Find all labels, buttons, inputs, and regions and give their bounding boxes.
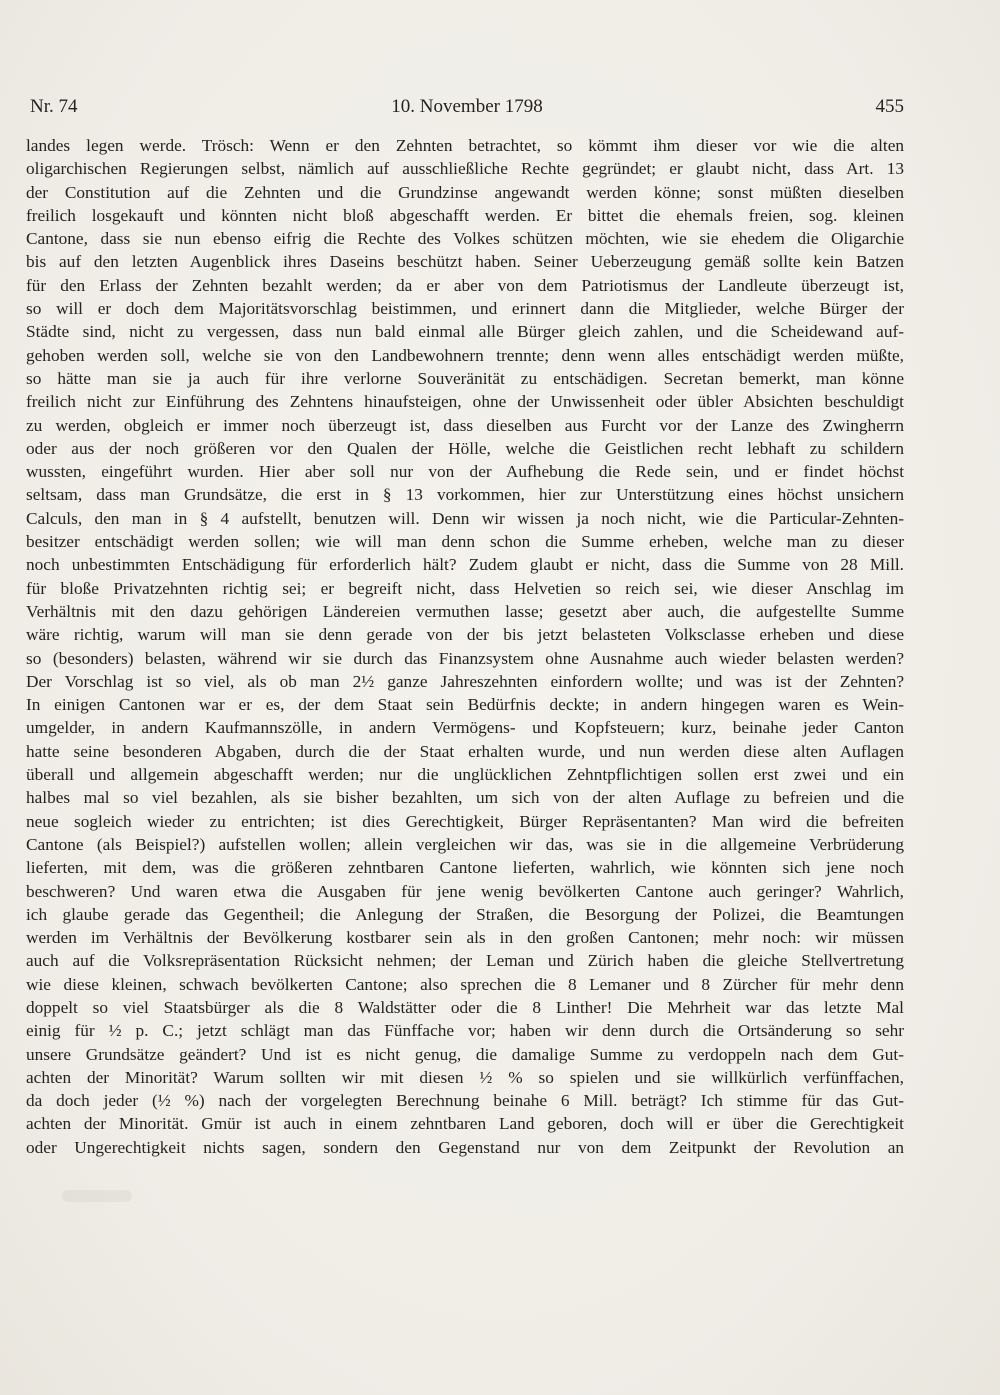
text-line: umgelder, in andern Kaufmannszölle, in andern Vermögens- und Kopfsteuern; kurz, beinahe jeder Canton [26, 718, 904, 738]
text-line: der Constitution auf die Zehnten und die Grundzinse angewandt werden könne; sonst müßten dieselben [26, 182, 904, 202]
text-line: landes legen werde. Trösch: Wenn er den Zehnten betrachtet, so kömmt ihm dieser vor wie die alten [26, 136, 904, 155]
text-line: für den Erlass der Zehnten bezahlt werden; da er aber von dem Patriotismus der Landleute überzeugt ist, [26, 275, 904, 295]
text-line: neue sogleich wieder zu entrichten; ist dies Gerechtigkeit, Bürger Repräsentanten? Man wird die befreiten [26, 811, 904, 831]
text-line: so will er doch dem Majoritätsvorschlag beistimmen, und erinnert dann die Mitglieder, welche Bürger der [26, 299, 904, 319]
text-line: unsere Grundsätze geändert? Und ist es nicht genug, die damalige Summe zu verdoppeln nach dem Gut- [26, 1044, 904, 1064]
text-line: überall und allgemein abgeschafft werden; nur die unglücklichen Zehntpflichtigen sollen erst zwei und ein [26, 765, 904, 785]
page-smudge [62, 1190, 132, 1202]
text-line: oligarchischen Regierungen selbst, nämlich auf ausschließliche Rechte gegründet; er glaubt nicht, dass Art. 13 [26, 159, 904, 179]
text-line: freilich losgekauft und könnten nicht bloß abgeschafft werden. Er bittet die ehemals freien, sog. kleinen [26, 205, 904, 225]
text-line: Calculs, den man in § 4 aufstellt, benutzen will. Denn wir wissen ja noch nicht, wie die Particular-Zehnten- [26, 508, 904, 528]
text-line: so (besonders) belasten, während wir sie durch das Finanzsystem ohne Ausnahme auch wieder belasten werden? [26, 648, 904, 668]
text-line: freilich nicht zur Einführung des Zehntens hinaufsteigen, ohne der Unwissenheit oder übler Absichten beschuldigt [26, 392, 904, 412]
text-line: oder Ungerechtigkeit nichts sagen, sondern den Gegenstand nur von dem Zeitpunkt der Revolution an [26, 1137, 904, 1157]
text-line: Cantone, dass sie nun ebenso eifrig die Rechte des Volkes schützen möchten, wie sie ehedem die Oligarchie [26, 229, 904, 249]
text-line: Cantone (als Beispiel?) aufstellen wollen; allein vergleichen wir das, was sie in die allgemeine Verbrüderung [26, 834, 904, 854]
text-line: wussten, eingeführt wurden. Hier aber soll nur von der Aufhebung die Rede sein, und er findet höchst [26, 462, 904, 482]
text-line: seltsam, dass man Grundsätze, die erst in § 13 vorkommen, hier zur Unterstützung eines höchst unsichern [26, 485, 904, 505]
text-line: In einigen Cantonen war er es, der dem Staat sein Bedürfnis deckte; in andern hingegen waren es Wein- [26, 695, 904, 715]
header-date: 10. November 1798 [391, 96, 543, 117]
text-line: wie diese kleinen, schwach bevölkerten Cantone; also sprechen die 8 Lemaner und 8 Zürcher für mehr denn [26, 974, 904, 994]
text-line: achten der Minorität? Warum sollten wir mit diesen ½ % so spielen und sie willkürlich verfünffachen, [26, 1067, 904, 1087]
page-header [30, 96, 904, 124]
text-line: zu werden, obgleich er immer noch überzeugt ist, dass dieselben aus Furcht vor der Lanze des Zwingherrn [26, 415, 904, 435]
text-line: noch unbestimmten Entschädigung für erforderlich hält? Zudem glaubt er nicht, dass die Summe von 28 Mill. [26, 555, 904, 575]
text-line: ich glaube gerade das Gegentheil; die Anlegung der Straßen, die Besorgung der Polizei, die Beamtungen [26, 904, 904, 924]
text-line: Der Vorschlag ist so viel, als ob man 2½ ganze Jahreszehnten einfordern wollte; und was ist der Zehnten? [26, 671, 904, 691]
text-line: oder aus der noch größeren vor den Qualen der Hölle, welche die Geistlichen recht lebhaft zu schildern [26, 438, 904, 458]
text-line: lieferten, mit dem, was die größeren zehntbaren Cantone lieferten, wahrlich, wie könnten sich jene noch [26, 858, 904, 878]
text-line: auch auf die Volksrepräsentation Rücksicht nehmen; der Leman und Zürich haben die gleiche Stellvertretung [26, 951, 904, 971]
text-line: Städte sind, nicht zu vergessen, dass nun bald einmal alle Bürger gleich zahlen, und die Scheidewand auf- [26, 322, 904, 342]
page-number: 455 [875, 96, 904, 117]
text-line: beschweren? Und waren etwa die Ausgaben für jene wenig bevölkerten Cantone auch geringer? Wahrlich, [26, 881, 904, 901]
text-line: Verhältnis mit den dazu gehörigen Ländereien vermuthen lasse; gesetzt aber auch, die aufgestellte Summe [26, 601, 904, 621]
text-line: achten der Minorität. Gmür ist auch in einem zehntbaren Land geboren, doch will er über die Gerechtigkeit [26, 1114, 904, 1134]
text-line: wäre richtig, warum will man sie denn gerade von der bis jetzt belasteten Volksclasse erheben und diese [26, 625, 904, 645]
text-line: besitzer entschädigt werden sollen; wie will man denn schon die Summe erheben, welche man zu dieser [26, 532, 904, 552]
text-line: werden im Verhältnis der Bevölkerung kostbarer sein als in den großen Cantonen; mehr noch: wir müssen [26, 928, 904, 948]
text-line: da doch jeder (½ %) nach der vorgelegten Berechnung beinahe 6 Mill. beträgt? Ich stimme für das Gut- [26, 1091, 904, 1111]
text-line: halbes mal so viel bezahlen, als sie bisher bezahlten, um sich von der alten Auflage zu befreien und die [26, 788, 904, 808]
text-line: doppelt so viel Staatsbürger als die 8 Waldstätter oder die 8 Linther! Die Mehrheit war das letzte Mal [26, 997, 904, 1017]
text-line: so hätte man sie ja auch für ihre verlorne Souveränität zu entschädigen. Secretan bemerkt, man könne [26, 368, 904, 388]
text-line: für bloße Privatzehnten richtig sei; er begreift nicht, dass Helvetien so reich sei, wie dieser Anschlag im [26, 578, 904, 598]
text-line: gehoben werden soll, welche sie von den Landbewohnern trennte; denn wenn alles entschädigt werden müßte, [26, 345, 904, 365]
document-number: Nr. 74 [30, 96, 78, 117]
text-line: einig für ½ p. C.; jetzt schlägt man das Fünffache vor; haben wir denn durch die Ortsänderung so sehr [26, 1021, 904, 1041]
body-text [26, 134, 904, 1159]
text-line: hatte seine besonderen Abgaben, durch die der Staat erhalten wurde, und nun werden diese alten Auflagen [26, 741, 904, 761]
text-line: bis auf den letzten Augenblick ihres Daseins beschützt haben. Seiner Ueberzeugung gemäß sollte kein Batzen [26, 252, 904, 272]
